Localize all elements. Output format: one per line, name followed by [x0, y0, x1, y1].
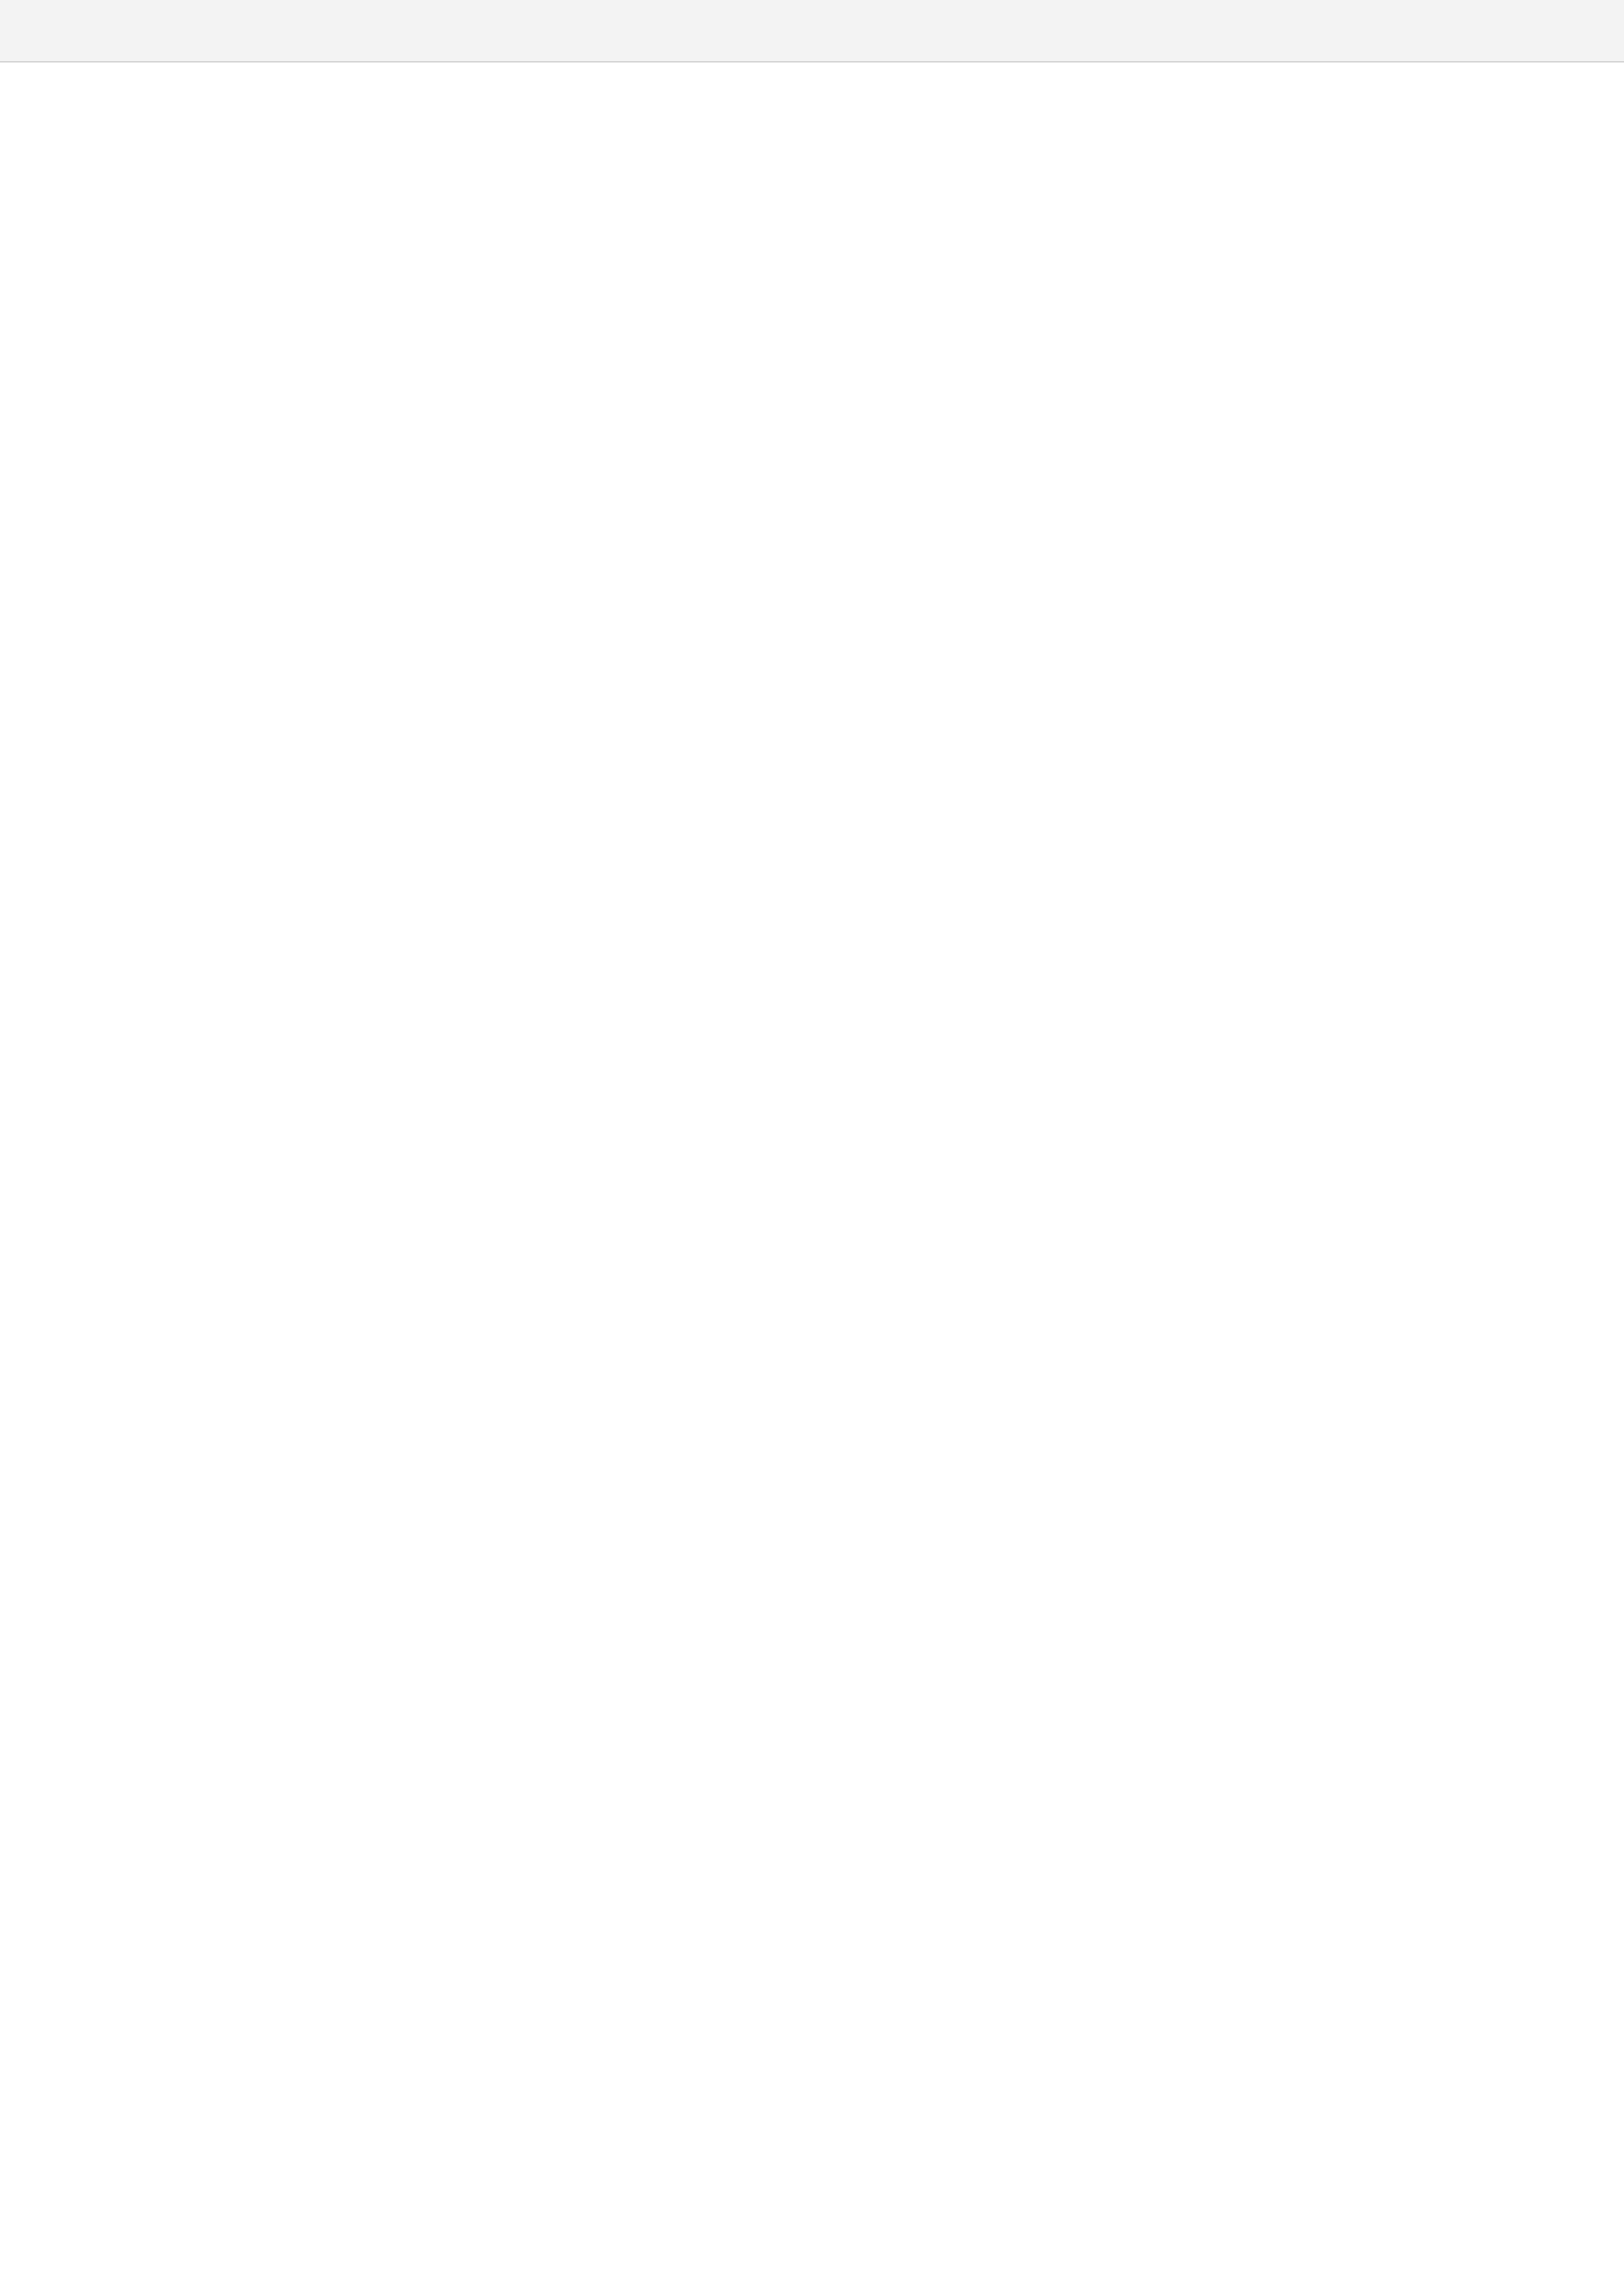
title-bar	[0, 0, 1624, 62]
main-content	[0, 62, 1624, 2282]
